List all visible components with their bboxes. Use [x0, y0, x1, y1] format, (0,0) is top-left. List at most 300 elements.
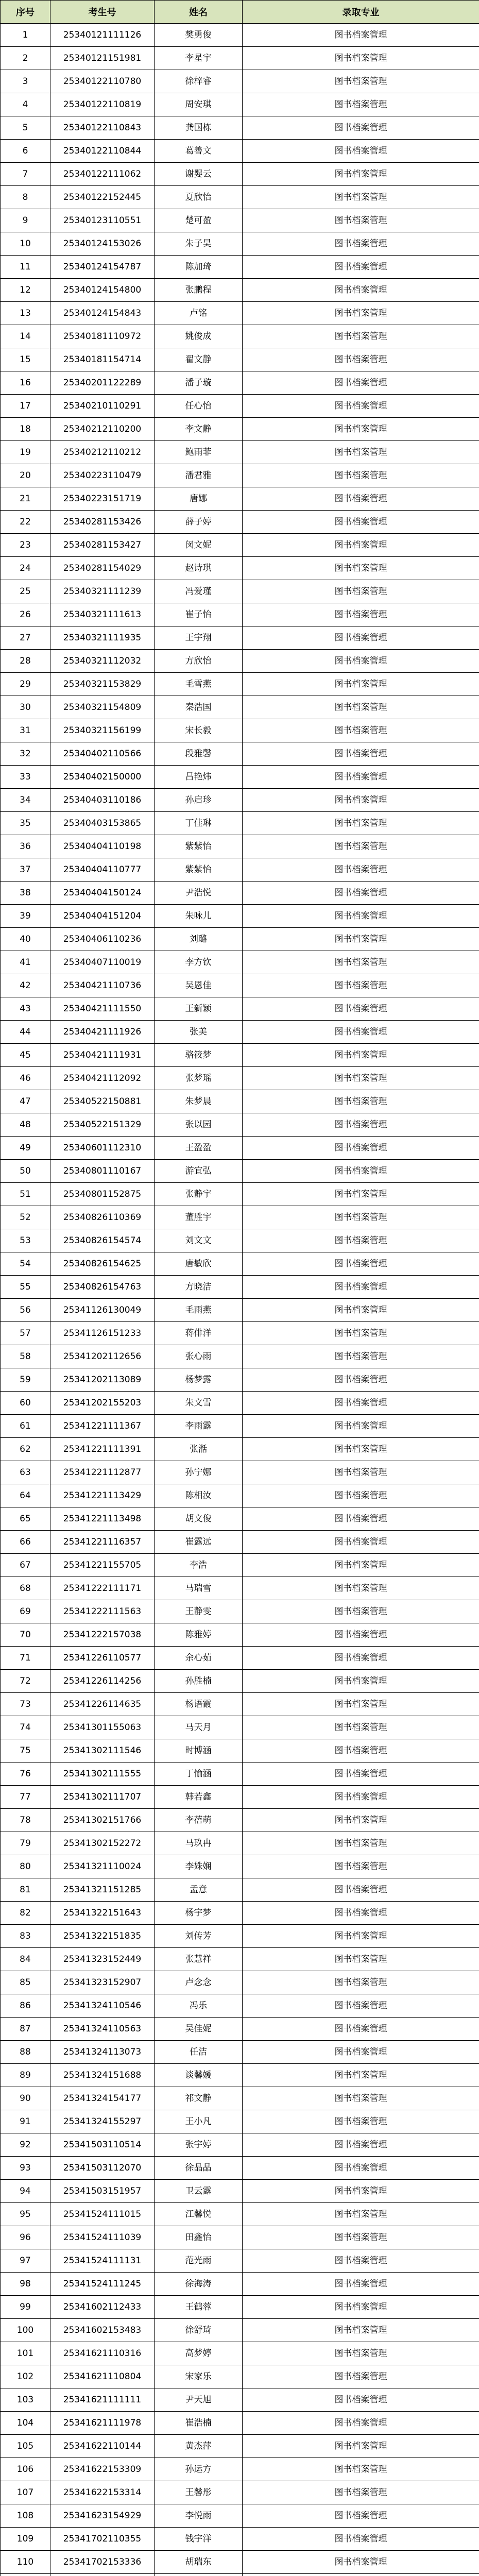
- table-row: [1, 1044, 479, 1067]
- cell-name: 陈雅婷: [155, 1623, 243, 1647]
- cell-name: 丁佳琳: [155, 812, 243, 835]
- cell-index: 104: [1, 2412, 50, 2435]
- cell-index: 29: [1, 673, 50, 696]
- cell-exam-number: 25341503110514: [50, 2133, 155, 2157]
- cell-name: 葛善文: [155, 140, 243, 163]
- table-row: [1, 766, 479, 789]
- cell-index: 30: [1, 696, 50, 719]
- cell-exam-number: 25340406110236: [50, 928, 155, 951]
- cell-major: 图书档案管理: [243, 1786, 479, 1809]
- cell-exam-number: 25341324151688: [50, 2064, 155, 2087]
- cell-exam-number: 25340121111126: [50, 24, 155, 47]
- cell-major: 图书档案管理: [243, 557, 479, 580]
- cell-exam-number: 25341324110563: [50, 2018, 155, 2041]
- table-row: [1, 302, 479, 325]
- cell-major: 图书档案管理: [243, 441, 479, 464]
- cell-name: 卢铭: [155, 302, 243, 325]
- cell-major: 图书档案管理: [243, 719, 479, 742]
- cell-exam-number: 25340826154625: [50, 1252, 155, 1276]
- cell-major: 图书档案管理: [243, 1577, 479, 1600]
- cell-index: 23: [1, 534, 50, 557]
- table-row: [1, 1902, 479, 1925]
- cell-major: 图书档案管理: [243, 1716, 479, 1739]
- cell-exam-number: 25340404151204: [50, 905, 155, 928]
- cell-index: 78: [1, 1809, 50, 1832]
- table-header-row: [1, 1, 479, 24]
- cell-exam-number: 25340826154763: [50, 1276, 155, 1299]
- table-row: [1, 1693, 479, 1716]
- table-row: [1, 2435, 479, 2458]
- cell-name: 马瑞雪: [155, 1577, 243, 1600]
- cell-exam-number: 25340124154787: [50, 256, 155, 279]
- cell-major: 图书档案管理: [243, 812, 479, 835]
- cell-index: 17: [1, 395, 50, 418]
- cell-exam-number: 25341503112070: [50, 2157, 155, 2180]
- cell-index: 86: [1, 1994, 50, 2018]
- table-row: [1, 1461, 479, 1484]
- cell-major: 图书档案管理: [243, 116, 479, 140]
- table-row: [1, 371, 479, 395]
- table-row: [1, 2157, 479, 2180]
- cell-index: 28: [1, 650, 50, 673]
- cell-name: 江馨悦: [155, 2203, 243, 2226]
- cell-major: 图书档案管理: [243, 534, 479, 557]
- header-exam-number: 考生号: [50, 1, 155, 24]
- table-row: [1, 2203, 479, 2226]
- cell-name: 黄杰萍: [155, 2435, 243, 2458]
- table-row: [1, 511, 479, 534]
- cell-major: 图书档案管理: [243, 1299, 479, 1322]
- cell-name: 刘传芳: [155, 1925, 243, 1948]
- header-name: 姓名: [155, 1, 243, 24]
- cell-index: 87: [1, 2018, 50, 2041]
- cell-name: 楚可盈: [155, 209, 243, 232]
- table-row: [1, 1670, 479, 1693]
- cell-major: 图书档案管理: [243, 1670, 479, 1693]
- cell-index: 24: [1, 557, 50, 580]
- table-row: [1, 626, 479, 650]
- table-row: [1, 534, 479, 557]
- cell-exam-number: 25340122110844: [50, 140, 155, 163]
- cell-exam-number: 25340601112310: [50, 1137, 155, 1160]
- cell-major: 图书档案管理: [243, 325, 479, 348]
- cell-name: 游宜弘: [155, 1160, 243, 1183]
- table-row: [1, 2226, 479, 2249]
- table-row: [1, 1067, 479, 1090]
- cell-major: 图书档案管理: [243, 348, 479, 371]
- cell-name: 胡文俊: [155, 1507, 243, 1531]
- cell-exam-number: 25340402150000: [50, 766, 155, 789]
- table-row: [1, 186, 479, 209]
- table-row: [1, 140, 479, 163]
- cell-major: 图书档案管理: [243, 696, 479, 719]
- cell-name: 毛雪燕: [155, 673, 243, 696]
- cell-index: 18: [1, 418, 50, 441]
- cell-major: 图书档案管理: [243, 1809, 479, 1832]
- cell-name: 翟文静: [155, 348, 243, 371]
- cell-index: 55: [1, 1276, 50, 1299]
- cell-index: 7: [1, 163, 50, 186]
- cell-name: 夏欣怡: [155, 186, 243, 209]
- cell-name: 紫紫怡: [155, 858, 243, 882]
- cell-index: 67: [1, 1554, 50, 1577]
- cell-major: 图书档案管理: [243, 24, 479, 47]
- cell-exam-number: 25341324113073: [50, 2041, 155, 2064]
- table-row: [1, 696, 479, 719]
- cell-exam-number: 25341302111707: [50, 1786, 155, 1809]
- cell-exam-number: 25341321151285: [50, 1878, 155, 1902]
- table-row: [1, 557, 479, 580]
- table-row: [1, 1252, 479, 1276]
- cell-major: 图书档案管理: [243, 487, 479, 511]
- table-row: [1, 1276, 479, 1299]
- cell-major: 图书档案管理: [243, 2203, 479, 2226]
- cell-major: 图书档案管理: [243, 1693, 479, 1716]
- table-row: [1, 1832, 479, 1855]
- table-row: [1, 2388, 479, 2412]
- cell-exam-number: 25340801152875: [50, 1183, 155, 1206]
- cell-major: 图书档案管理: [243, 186, 479, 209]
- cell-index: 75: [1, 1739, 50, 1762]
- cell-exam-number: 25340124154800: [50, 279, 155, 302]
- table-row: [1, 603, 479, 626]
- cell-exam-number: 25341622153314: [50, 2481, 155, 2504]
- cell-name: 卢念念: [155, 1971, 243, 1994]
- cell-index: 3: [1, 70, 50, 93]
- cell-name: 秦浩国: [155, 696, 243, 719]
- cell-major: 图书档案管理: [243, 1739, 479, 1762]
- table-row: [1, 2412, 479, 2435]
- table-row: [1, 928, 479, 951]
- cell-major: 图书档案管理: [243, 2319, 479, 2342]
- cell-index: 1: [1, 24, 50, 47]
- table-row: [1, 1484, 479, 1507]
- cell-exam-number: 25341202113089: [50, 1368, 155, 1392]
- cell-name: 尹天旭: [155, 2388, 243, 2412]
- cell-name: 马玖冉: [155, 1832, 243, 1855]
- cell-index: 88: [1, 2041, 50, 2064]
- cell-major: 图书档案管理: [243, 163, 479, 186]
- table-row: [1, 719, 479, 742]
- cell-index: 56: [1, 1299, 50, 1322]
- cell-index: 53: [1, 1229, 50, 1252]
- cell-exam-number: 25340121151981: [50, 47, 155, 70]
- cell-exam-number: 25341321110024: [50, 1855, 155, 1878]
- cell-major: 图书档案管理: [243, 626, 479, 650]
- cell-major: 图书档案管理: [243, 418, 479, 441]
- cell-exam-number: 25341621111111: [50, 2388, 155, 2412]
- cell-index: 71: [1, 1647, 50, 1670]
- cell-exam-number: 25341324154177: [50, 2087, 155, 2110]
- table-row: [1, 742, 479, 766]
- table-row: [1, 116, 479, 140]
- cell-exam-number: 25341302152272: [50, 1832, 155, 1855]
- cell-major: 图书档案管理: [243, 2365, 479, 2388]
- cell-exam-number: 25341221111367: [50, 1415, 155, 1438]
- cell-index: 32: [1, 742, 50, 766]
- cell-index: 42: [1, 974, 50, 997]
- cell-major: 图书档案管理: [243, 1531, 479, 1554]
- cell-index: 69: [1, 1600, 50, 1623]
- cell-name: 范光雨: [155, 2249, 243, 2273]
- cell-exam-number: [50, 2574, 155, 2576]
- cell-exam-number: 25341226114256: [50, 1670, 155, 1693]
- cell-major: 图书档案管理: [243, 1855, 479, 1878]
- cell-index: 105: [1, 2435, 50, 2458]
- cell-exam-number: 25341323152907: [50, 1971, 155, 1994]
- cell-major: 图书档案管理: [243, 766, 479, 789]
- cell-index: 77: [1, 1786, 50, 1809]
- cell-index: 8: [1, 186, 50, 209]
- cell-name: 吕艳炜: [155, 766, 243, 789]
- table-row: [1, 2273, 479, 2296]
- cell-name: 王新颖: [155, 997, 243, 1021]
- table-row: [1, 835, 479, 858]
- cell-name: 卫云露: [155, 2180, 243, 2203]
- cell-index: 106: [1, 2458, 50, 2481]
- cell-exam-number: 25341221155705: [50, 1554, 155, 1577]
- cell-name: 樊勇俊: [155, 24, 243, 47]
- cell-name: 陈加琦: [155, 256, 243, 279]
- cell-index: 41: [1, 951, 50, 974]
- cell-name: 朱子昊: [155, 232, 243, 256]
- cell-index: 13: [1, 302, 50, 325]
- table-row: [1, 2180, 479, 2203]
- cell-name: 赵诗琪: [155, 557, 243, 580]
- cell-exam-number: 25340421112092: [50, 1067, 155, 1090]
- cell-name: 徐海涛: [155, 2273, 243, 2296]
- cell-exam-number: 25340321156199: [50, 719, 155, 742]
- cell-major: 图书档案管理: [243, 1878, 479, 1902]
- cell-name: 刘文文: [155, 1229, 243, 1252]
- cell-exam-number: 25341302151766: [50, 1809, 155, 1832]
- cell-major: 图书档案管理: [243, 2551, 479, 2574]
- table-row: [1, 325, 479, 348]
- cell-exam-number: 25341323152449: [50, 1948, 155, 1971]
- cell-name: 李悦雨: [155, 2504, 243, 2528]
- cell-major: 图书档案管理: [243, 1925, 479, 1948]
- table-row: [1, 464, 479, 487]
- cell-name: 李方钦: [155, 951, 243, 974]
- table-row: [1, 256, 479, 279]
- cell-name: 胡瑞东: [155, 2551, 243, 2574]
- cell-exam-number: 25340123110551: [50, 209, 155, 232]
- cell-major: 图书档案管理: [243, 1206, 479, 1229]
- cell-major: 图书档案管理: [243, 1461, 479, 1484]
- cell-exam-number: 25340403153865: [50, 812, 155, 835]
- table-row: [1, 348, 479, 371]
- cell-name: 钱宇洋: [155, 2528, 243, 2551]
- table-row: [1, 1762, 479, 1786]
- cell-major: 图书档案管理: [243, 2041, 479, 2064]
- table-row: [1, 93, 479, 116]
- cell-index: 96: [1, 2226, 50, 2249]
- cell-index: 27: [1, 626, 50, 650]
- cell-name: 杨语霞: [155, 1693, 243, 1716]
- cell-major: 图书档案管理: [243, 2110, 479, 2133]
- table-body: [1, 24, 479, 2576]
- cell-exam-number: 25341302111555: [50, 1762, 155, 1786]
- cell-name: 张以园: [155, 1113, 243, 1137]
- table-row: [1, 1438, 479, 1461]
- cell-major: 图书档案管理: [243, 2273, 479, 2296]
- cell-exam-number: 25340403110186: [50, 789, 155, 812]
- cell-major: 图书档案管理: [243, 1252, 479, 1276]
- cell-major: 图书档案管理: [243, 1948, 479, 1971]
- table-row: [1, 1577, 479, 1600]
- cell-major: 图书档案管理: [243, 1902, 479, 1925]
- cell-exam-number: 25340281154029: [50, 557, 155, 580]
- cell-exam-number: 25341222111171: [50, 1577, 155, 1600]
- cell-major: 图书档案管理: [243, 302, 479, 325]
- cell-index: 19: [1, 441, 50, 464]
- cell-major: 图书档案管理: [243, 1832, 479, 1855]
- cell-index: 25: [1, 580, 50, 603]
- cell-major: 图书档案管理: [243, 951, 479, 974]
- cell-index: 89: [1, 2064, 50, 2087]
- cell-index: 65: [1, 1507, 50, 1531]
- cell-index: 58: [1, 1345, 50, 1368]
- cell-exam-number: 25341221113498: [50, 1507, 155, 1531]
- cell-exam-number: 25340321112032: [50, 650, 155, 673]
- cell-exam-number: 25341222157038: [50, 1623, 155, 1647]
- cell-name: 崔浩楠: [155, 2412, 243, 2435]
- cell-exam-number: 25341702110355: [50, 2528, 155, 2551]
- cell-index: 16: [1, 371, 50, 395]
- cell-exam-number: 25340421111550: [50, 997, 155, 1021]
- cell-name: 崔露远: [155, 1531, 243, 1554]
- table-row: [1, 2018, 479, 2041]
- table-row: [1, 2319, 479, 2342]
- cell-name: 任心怡: [155, 395, 243, 418]
- cell-exam-number: 25341503151957: [50, 2180, 155, 2203]
- table-row: [1, 789, 479, 812]
- header-major: 录取专业: [243, 1, 479, 24]
- cell-index: 99: [1, 2296, 50, 2319]
- cell-index: [1, 2574, 50, 2576]
- cell-index: 61: [1, 1415, 50, 1438]
- cell-name: 王小凡: [155, 2110, 243, 2133]
- table-row: [1, 441, 479, 464]
- table-row: [1, 163, 479, 186]
- cell-major: 图书档案管理: [243, 2064, 479, 2087]
- cell-name: 毛雨燕: [155, 1299, 243, 1322]
- cell-index: 70: [1, 1623, 50, 1647]
- cell-index: 14: [1, 325, 50, 348]
- cell-name: 周安琪: [155, 93, 243, 116]
- cell-exam-number: 25340421111926: [50, 1021, 155, 1044]
- cell-name: 方晓洁: [155, 1276, 243, 1299]
- cell-index: 94: [1, 2180, 50, 2203]
- cell-index: 35: [1, 812, 50, 835]
- table-row: [1, 2551, 479, 2574]
- table-row: [1, 1322, 479, 1345]
- cell-index: 21: [1, 487, 50, 511]
- cell-name: 李姝娴: [155, 1855, 243, 1878]
- table-row: [1, 2481, 479, 2504]
- cell-index: 82: [1, 1902, 50, 1925]
- cell-name: 蒋俳洋: [155, 1322, 243, 1345]
- cell-index: 63: [1, 1461, 50, 1484]
- cell-name: 紫紫怡: [155, 835, 243, 858]
- table-row: [1, 418, 479, 441]
- cell-index: 49: [1, 1137, 50, 1160]
- cell-index: 2: [1, 47, 50, 70]
- cell-major: 图书档案管理: [243, 997, 479, 1021]
- cell-exam-number: 25341324155297: [50, 2110, 155, 2133]
- cell-name: 鲍雨菲: [155, 441, 243, 464]
- cell-index: 79: [1, 1832, 50, 1855]
- cell-index: 6: [1, 140, 50, 163]
- cell-major: 图书档案管理: [243, 2435, 479, 2458]
- cell-exam-number: 25341221113429: [50, 1484, 155, 1507]
- cell-name: 潘君雅: [155, 464, 243, 487]
- cell-major: 图书档案管理: [243, 1322, 479, 1345]
- cell-name: 孙宁娜: [155, 1461, 243, 1484]
- table-row: [1, 47, 479, 70]
- cell-exam-number: 25341222111563: [50, 1600, 155, 1623]
- cell-major: 图书档案管理: [243, 1021, 479, 1044]
- cell-index: 10: [1, 232, 50, 256]
- cell-exam-number: 25340321153829: [50, 673, 155, 696]
- cell-major: 图书档案管理: [243, 789, 479, 812]
- cell-major: 图书档案管理: [243, 1229, 479, 1252]
- cell-index: 36: [1, 835, 50, 858]
- cell-major: 图书档案管理: [243, 2528, 479, 2551]
- cell-exam-number: 25341621110316: [50, 2342, 155, 2365]
- cell-name: 孙胜楠: [155, 1670, 243, 1693]
- table-row: [1, 2041, 479, 2064]
- cell-name: 孙启珍: [155, 789, 243, 812]
- cell-index: 97: [1, 2249, 50, 2273]
- table-row: [1, 673, 479, 696]
- cell-name: 宋长毅: [155, 719, 243, 742]
- cell-index: 51: [1, 1183, 50, 1206]
- cell-index: 57: [1, 1322, 50, 1345]
- cell-exam-number: 25341226110577: [50, 1647, 155, 1670]
- cell-major: 图书档案管理: [243, 2157, 479, 2180]
- table-row: [1, 905, 479, 928]
- cell-name: 朱文雪: [155, 1392, 243, 1415]
- cell-name: 王宇翔: [155, 626, 243, 650]
- cell-exam-number: 25341524111131: [50, 2249, 155, 2273]
- cell-exam-number: 25340181154714: [50, 348, 155, 371]
- table-row: [1, 1113, 479, 1137]
- cell-exam-number: 25340321111239: [50, 580, 155, 603]
- cell-index: 95: [1, 2203, 50, 2226]
- cell-name: 李星宇: [155, 47, 243, 70]
- cell-name: 李文静: [155, 418, 243, 441]
- cell-index: 4: [1, 93, 50, 116]
- table-row: [1, 997, 479, 1021]
- cell-index: 92: [1, 2133, 50, 2157]
- cell-name: 杨梦露: [155, 1368, 243, 1392]
- cell-name: 田鑫怡: [155, 2226, 243, 2249]
- cell-name: 尹浩悦: [155, 882, 243, 905]
- cell-major: 图书档案管理: [243, 2504, 479, 2528]
- cell-major: 图书档案管理: [243, 1113, 479, 1137]
- table-row: [1, 279, 479, 302]
- cell-major: 图书档案管理: [243, 1438, 479, 1461]
- cell-major: 图书档案管理: [243, 673, 479, 696]
- cell-index: 102: [1, 2365, 50, 2388]
- cell-name: 张美: [155, 1021, 243, 1044]
- cell-name: 吴恩佳: [155, 974, 243, 997]
- table-row: [1, 858, 479, 882]
- cell-exam-number: 25341702153336: [50, 2551, 155, 2574]
- cell-name: 董胜宇: [155, 1206, 243, 1229]
- table-row: [1, 2249, 479, 2273]
